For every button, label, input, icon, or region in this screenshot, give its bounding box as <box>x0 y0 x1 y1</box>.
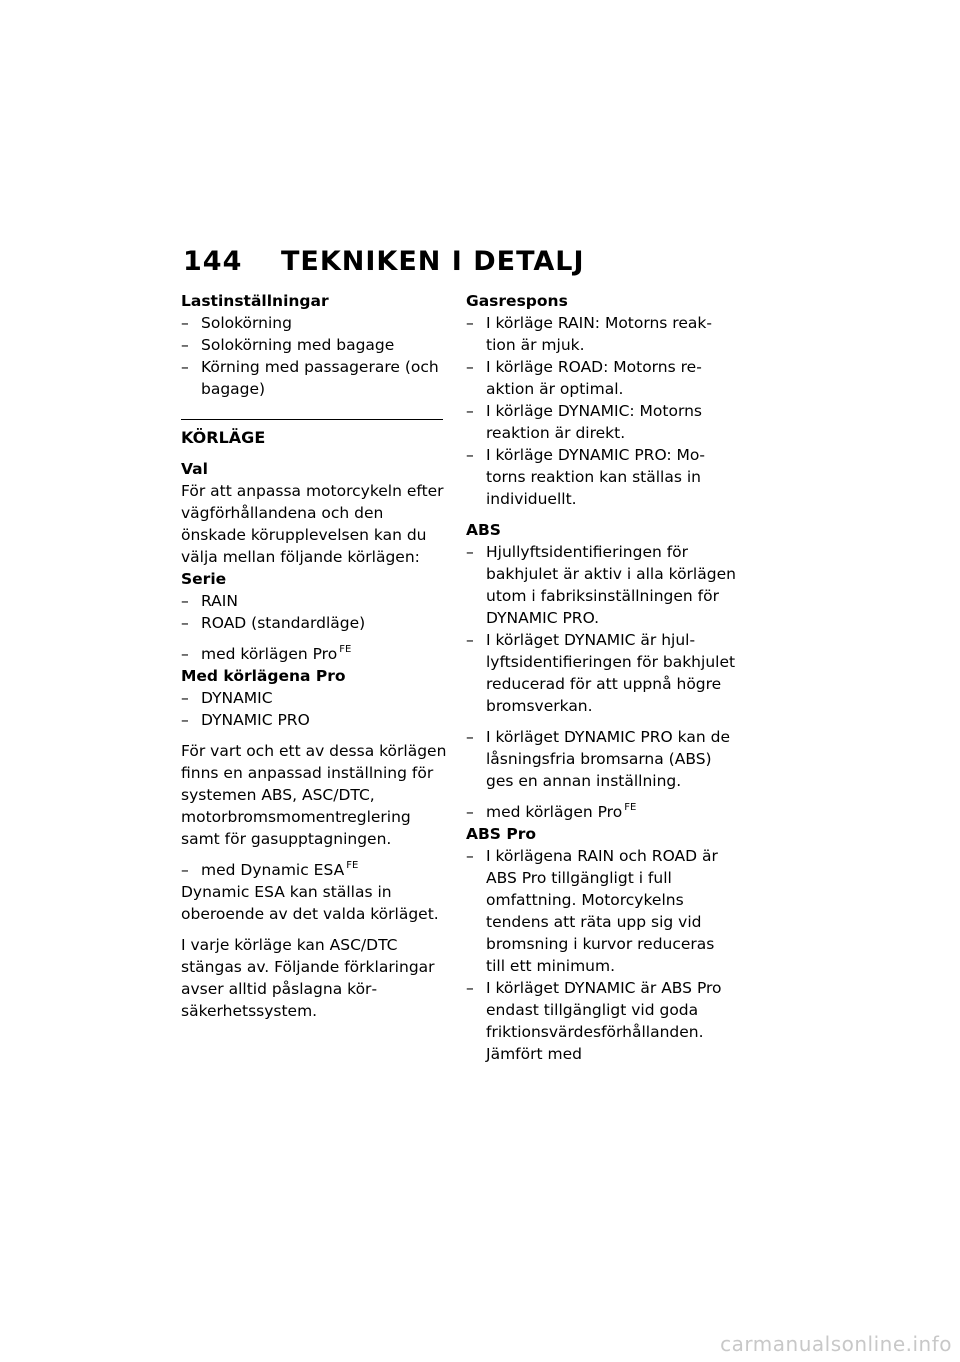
load-settings-list <box>181 312 449 400</box>
modes-paragraph: För vart och ett av dessa körlägen finns en anpassad inställning för systemen ABS, ASC/DTC, motorbromsmomentreglering samt för gasupptagningen. <box>181 742 447 848</box>
esa-paragraph: Dynamic ESA kan ställas in oberoende av det valda körläget. <box>181 883 439 923</box>
list-item: – I körläget DYNAMIC är hjullyftsidentifieringen för bakhjulet reducerad för att uppnå högre bromsverkan. <box>466 629 736 717</box>
abs-list <box>466 541 736 717</box>
fe-mark: FE <box>339 644 352 655</box>
page-number: 144 <box>183 246 243 277</box>
list-item: – I körläge DYNAMIC PRO: Motorns reaktion kan ställas in individuellt. <box>466 444 736 510</box>
list-item: – I körläget DYNAMIC är ABS Pro endast tillgängligt vid goda friktionsvärdesförhållanden. Jämfört med <box>466 977 736 1065</box>
left-column <box>181 290 449 1022</box>
list-item: – ROAD (standardläge) <box>181 612 449 634</box>
load-settings-heading: Lastinställningar <box>181 292 329 310</box>
list-item: – RAIN <box>181 590 449 612</box>
section-divider <box>181 419 443 420</box>
val-paragraph: För att anpassa motorcykeln efter vägförhållandena och den önskade körupplevelsen kan du välja mellan följande körlägen: <box>181 482 444 566</box>
val-heading: Val <box>181 460 208 478</box>
pro-option-list <box>181 643 449 665</box>
list-item: – I körläge RAIN: Motorns reaktion är mjuk. <box>466 312 736 356</box>
list-item: – Hjullyftsidentifieringen för bakhjulet är aktiv i alla körlägen utom i fabriksinställningen för DYNAMIC PRO. <box>466 541 736 629</box>
list-item: – Körning med passagerare (och bagage) <box>181 356 449 400</box>
list-item: – DYNAMIC PRO <box>181 709 449 731</box>
esa-option-list <box>181 859 449 881</box>
page-header <box>183 246 585 277</box>
pro-modes-heading: Med körlägena Pro <box>181 667 346 685</box>
option-item <box>466 801 736 823</box>
list-item: – Solokörning <box>181 312 449 334</box>
page-title: TEKNIKEN I DETALJ <box>281 246 585 277</box>
fe-mark: FE <box>624 802 637 813</box>
serie-list <box>181 590 449 634</box>
list-item: – I körlägena RAIN och ROAD är ABS Pro tillgängligt i full omfattning. Motorcykelns tendens att räta upp sig vid bromsning i kurvor reduceras till ett minimum. <box>466 845 736 977</box>
list-item: – DYNAMIC <box>181 687 449 709</box>
serie-heading: Serie <box>181 570 227 588</box>
option-label: med körlägen Pro <box>486 803 623 821</box>
list-item: – I körläge DYNAMIC: Motorns reaktion är direkt. <box>466 400 736 444</box>
abs-heading: ABS <box>466 521 501 539</box>
list-item: – I körläge ROAD: Motorns reaktion är optimal. <box>466 356 736 400</box>
fe-mark: FE <box>346 860 359 871</box>
list-item: – I körläget DYNAMIC PRO kan de låsningsfria bromsarna (ABS) ges en annan inställning. <box>466 726 736 792</box>
asc-paragraph: I varje körläge kan ASC/DTC stängas av. Följande förklaringar avser alltid påslagna körsäkerhetssystem. <box>181 936 435 1020</box>
list-item: – Solokörning med bagage <box>181 334 449 356</box>
option-item <box>181 859 449 881</box>
right-column <box>466 290 736 1065</box>
section-title: KÖRLÄGE <box>181 428 266 447</box>
gas-response-list <box>466 312 736 510</box>
abs-pro-list <box>466 845 736 1065</box>
gas-response-heading: Gasrespons <box>466 292 568 310</box>
option-label: med körlägen Pro <box>201 645 338 663</box>
abs-pro-heading: ABS Pro <box>466 825 537 843</box>
pro-modes-list <box>181 687 449 731</box>
watermark: carmanualsonline.info <box>720 1332 952 1356</box>
option-label: med Dynamic ESA <box>201 861 345 879</box>
pro-option-list <box>466 801 736 823</box>
option-item <box>181 643 449 665</box>
abs-extra-list <box>466 726 736 792</box>
